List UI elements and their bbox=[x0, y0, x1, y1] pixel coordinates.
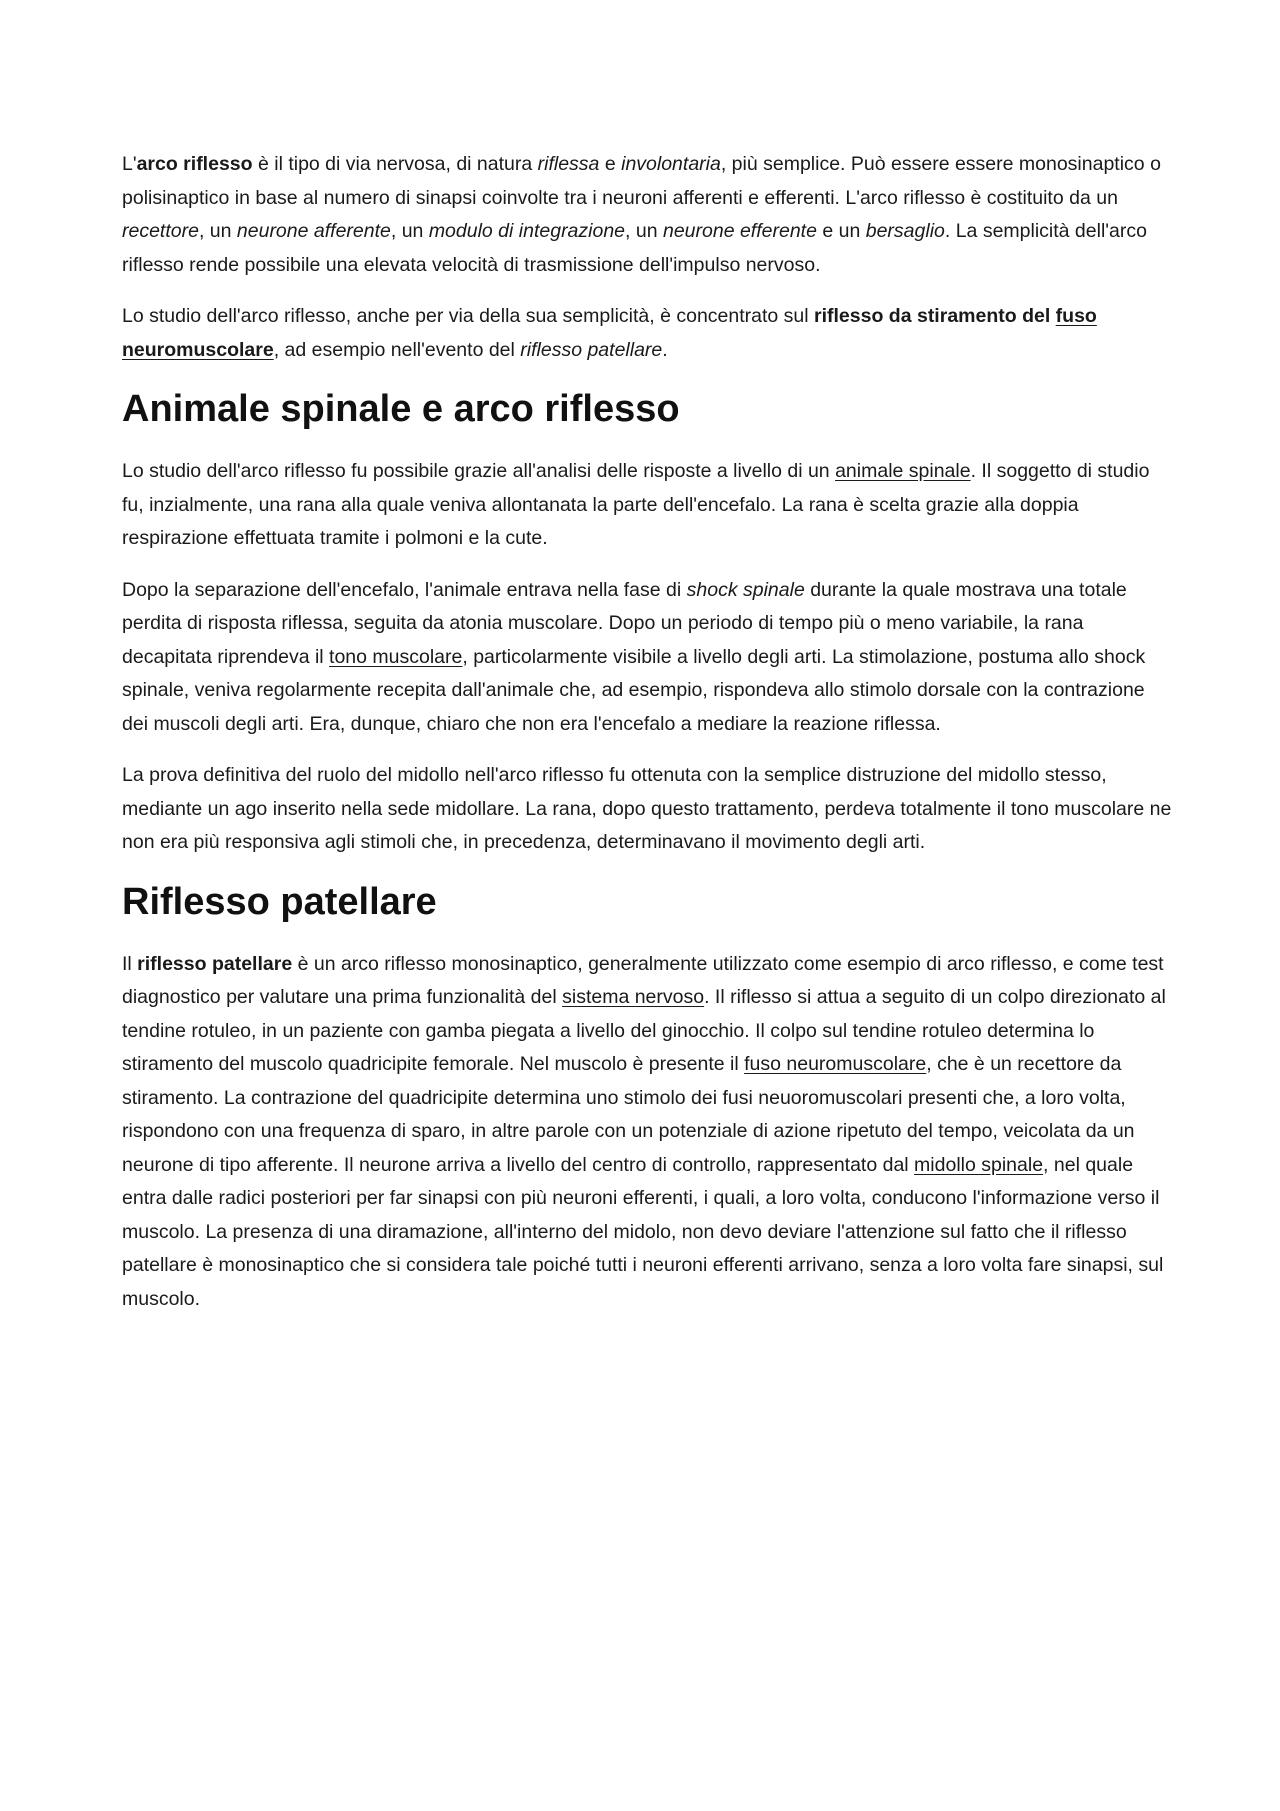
link-sistema-nervoso[interactable]: sistema nervoso bbox=[562, 986, 705, 1008]
term-riflesso-patellare: riflesso patellare bbox=[137, 952, 293, 975]
heading-riflesso-patellare: Riflesso patellare bbox=[122, 880, 437, 923]
term-arco-riflesso: arco riflesso bbox=[136, 153, 253, 175]
patellare-paragraph-1: Il riflesso patellare è un arco riflesso monosinaptico, generalmente utilizzato come esempio di arco riflesso, e come test diagnostico per valutare una prima funzionalità del sistema nervoso. Il riflesso si attua a seguito di un colpo direzionato al tendine rotuleo, in un paziente con gamba piegata a livello del ginocchio. Il colpo sul tendine rotuleo determina lo stiramento del muscolo quadricipite femorale. Nel muscolo è presente il fuso neuromuscolare, che è un recettore da stiramento. La contrazione del quadricipite determina uno stimolo dei fusi neuoromuscolari presenti che, a loro volta, rispondono con una frequenza di sparo, in altre parole con un potenziale di azione ripetuto del tempo, veicolata da un neurone di tipo afferente. Il neurone arriva a livello del centro di controllo, rappresentato dal midollo spinale, nel quale entra dalle radici posteriori per far sinapsi con più neuroni efferenti, i quali, a loro volta, conducono l'informazione verso il muscolo. La presenza di una diramazione, all'interno del midolo, non devo deviare l'attenzione sul fatto che il riflesso patellare è monosinaptico che si considera tale poiché tutti i neuroni efferenti arrivano, senza a loro volta fare sinapsi, sul muscolo. bbox=[122, 952, 1166, 1310]
term-riflesso-stiramento: riflesso da stiramento del fuso neuromuscolare bbox=[122, 305, 1097, 361]
animale-paragraph-2: Dopo la separazione dell'encefalo, l'animale entrava nella fase di shock spinale durante la quale mostrava una totale perdita di risposta riflessa, seguita da atonia muscolare. Dopo un periodo di tempo più o meno variabile, la rana decapitata riprendeva il tono muscolare, particolarmente visibile a livello degli arti. La stimolazione, postuma allo shock spinale, veniva regolarmente recepita dall'animale che, ad esempio, rispondeva allo stimolo dorsale con la contrazione dei muscoli degli arti. Era, dunque, chiaro che non era l'encefalo a mediare la reazione riflessa. bbox=[122, 578, 1146, 735]
intro-paragraph-2: Lo studio dell'arco riflesso, anche per via della sua semplicità, è concentrato sul riflesso da stiramento del fuso neuromuscolare, ad esempio nell'evento del riflesso patellare. bbox=[122, 305, 1097, 361]
heading-animale-spinale: Animale spinale e arco riflesso bbox=[122, 388, 680, 430]
animale-paragraph-3: La prova definitiva del ruolo del midollo nell'arco riflesso fu ottenuta con la semplice distruzione del midollo stesso, mediante un ago inserito nella sede midollare. La rana, dopo questo trattamento, perdeva totalmente il tono muscolare ne non era più responsiva agli stimoli che, in precedenza, determinavano il movimento degli arti. bbox=[122, 764, 1172, 853]
link-tono-muscolare[interactable]: tono muscolare bbox=[329, 645, 463, 668]
link-fuso-neuromuscolare[interactable]: fuso neuromuscolare bbox=[122, 305, 1097, 361]
link-animale-spinale[interactable]: animale spinale bbox=[835, 460, 971, 482]
link-fuso-neuromuscolare-2[interactable]: fuso neuromuscolare bbox=[744, 1053, 927, 1075]
document-page bbox=[122, 148, 1172, 1334]
intro-paragraph-1: L'arco riflesso è il tipo di via nervosa, di natura riflessa e involontaria, più semplice. Può essere essere monosinaptico o polisinaptico in base al numero di sinapsi coinvolte tra i neuroni afferenti e efferenti. L'arco riflesso è costituito da un recettore, un neurone afferente, un modulo di integrazione, un neurone efferente e un bersaglio. La semplicità dell'arco riflesso rende possibile una elevata velocità di trasmissione dell'impulso nervoso. bbox=[122, 153, 1161, 276]
animale-paragraph-1: Lo studio dell'arco riflesso fu possibile grazie all'analisi delle risposte a livello di un animale spinale. Il soggetto di studio fu, inzialmente, una rana alla quale veniva allontanata la parte dell'encefalo. La rana è scelta grazie alla doppia respirazione effettuata tramite i polmoni e la cute. bbox=[122, 460, 1150, 549]
link-midollo-spinale[interactable]: midollo spinale bbox=[914, 1153, 1044, 1176]
